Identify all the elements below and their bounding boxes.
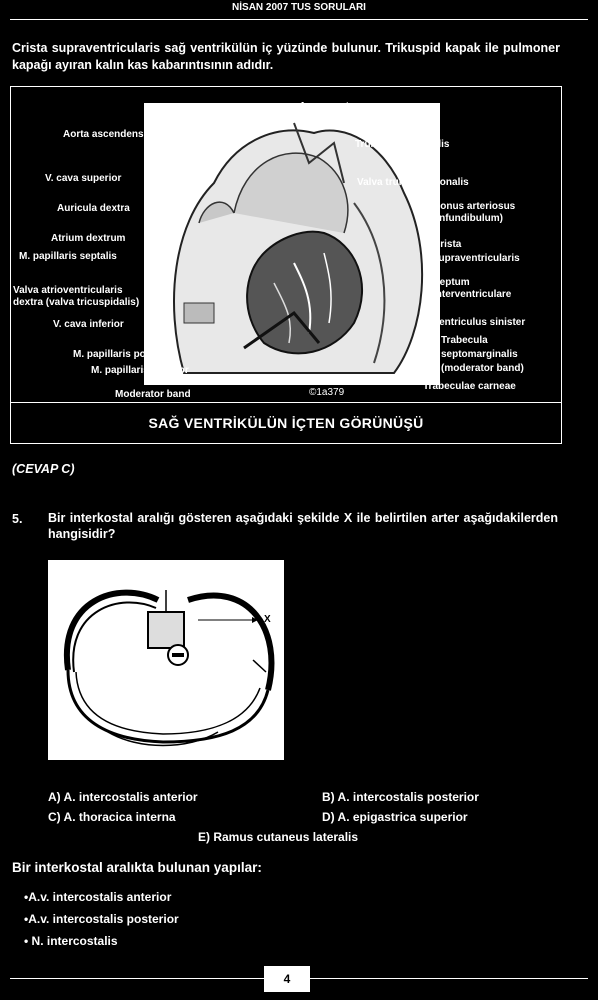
label-trabecula: Trabecula: [441, 335, 488, 346]
label-trabeculae-carneae: Trabeculae carneae: [423, 381, 516, 392]
label-supraventricularis: supraventricularis: [433, 253, 520, 264]
label-vcava-superior: V. cava superior: [45, 173, 122, 184]
label-moderator-band: Moderator band: [115, 389, 191, 400]
label-valva-trunci: Valva trunci pulmonalis: [357, 177, 469, 188]
bullet-item-3: • N. intercostalis: [24, 934, 118, 948]
question-text: Bir interkostal aralığı gösteren aşağıdaki şekilde X ile belirtilen arter aşağıdakilerden hangisidir?: [48, 511, 558, 541]
option-d: D) A. epigastrica superior: [322, 810, 468, 824]
label-conus-arteriosus: Conus arteriosus: [433, 201, 516, 212]
intercostal-figure: [48, 560, 284, 760]
label-infundibulum: (infundibulum): [433, 213, 503, 224]
label-septum: Septum: [433, 277, 470, 288]
heart-figure: [10, 86, 562, 444]
figure-caption: SAĞ VENTRİKÜLÜN İÇTEN GÖRÜNÜŞÜ: [11, 402, 561, 443]
section-title: Bir interkostal aralıkta bulunan yapılar:: [12, 860, 262, 875]
option-e: E) Ramus cutaneus lateralis: [198, 830, 359, 844]
bullet-item-2: •A.v. intercostalis posterior: [24, 912, 179, 926]
label-ventriculus-sinister: Ventriculus sinister: [433, 317, 526, 328]
x-label: X: [264, 614, 271, 625]
label-atrium-dextrum: Atrium dextrum: [51, 233, 126, 244]
header-divider: [10, 19, 588, 20]
label-truncus-pulmonalis: Truncus pulmonalis: [355, 139, 450, 150]
label-septomarginalis: septomarginalis: [441, 349, 518, 360]
option-c: C) A. thoracica interna: [48, 810, 176, 824]
figure-ref: ©1a379: [309, 387, 345, 398]
option-a: A) A. intercostalis anterior: [48, 790, 198, 804]
intro-paragraph: Crista supraventricularis sağ ventrikülün iç yüzünde bulunur. Trikuspid kapak ile pulmoner kapağı ayıran kalın kas kabarıntısının adıdır.: [12, 41, 560, 72]
label-valva-tricuspidalis: dextra (valva tricuspidalis): [13, 297, 140, 308]
intercostal-drawing: [48, 560, 284, 760]
label-crista: Crista: [433, 239, 462, 250]
answer-text: (CEVAP C): [12, 462, 75, 476]
option-b: B) A. intercostalis posterior: [322, 790, 479, 804]
page-number: 4: [264, 966, 310, 992]
label-moderator-band-right: (moderator band): [441, 363, 524, 374]
label-arcus-aortae: Arcus aortae: [299, 101, 361, 112]
bullet-item-1: •A.v. intercostalis anterior: [24, 890, 172, 904]
label-interventriculare: interventriculare: [433, 289, 512, 300]
label-vcava-inferior: V. cava inferior: [53, 319, 124, 330]
label-m-papillaris-septalis: M. papillaris septalis: [19, 251, 117, 262]
question-number: 5.: [12, 512, 23, 526]
label-valva-av: Valva atrioventricularis: [13, 285, 123, 296]
page-header: NİSAN 2007 TUS SORULARI: [232, 2, 366, 13]
label-aorta-ascendens: Aorta ascendens: [63, 129, 144, 140]
label-m-papillaris-posterior: M. papillaris posterior: [73, 349, 177, 360]
label-auricula-dextra: Auricula dextra: [57, 203, 130, 214]
label-m-papillaris-anterior: M. papillaris anterior: [91, 365, 189, 376]
